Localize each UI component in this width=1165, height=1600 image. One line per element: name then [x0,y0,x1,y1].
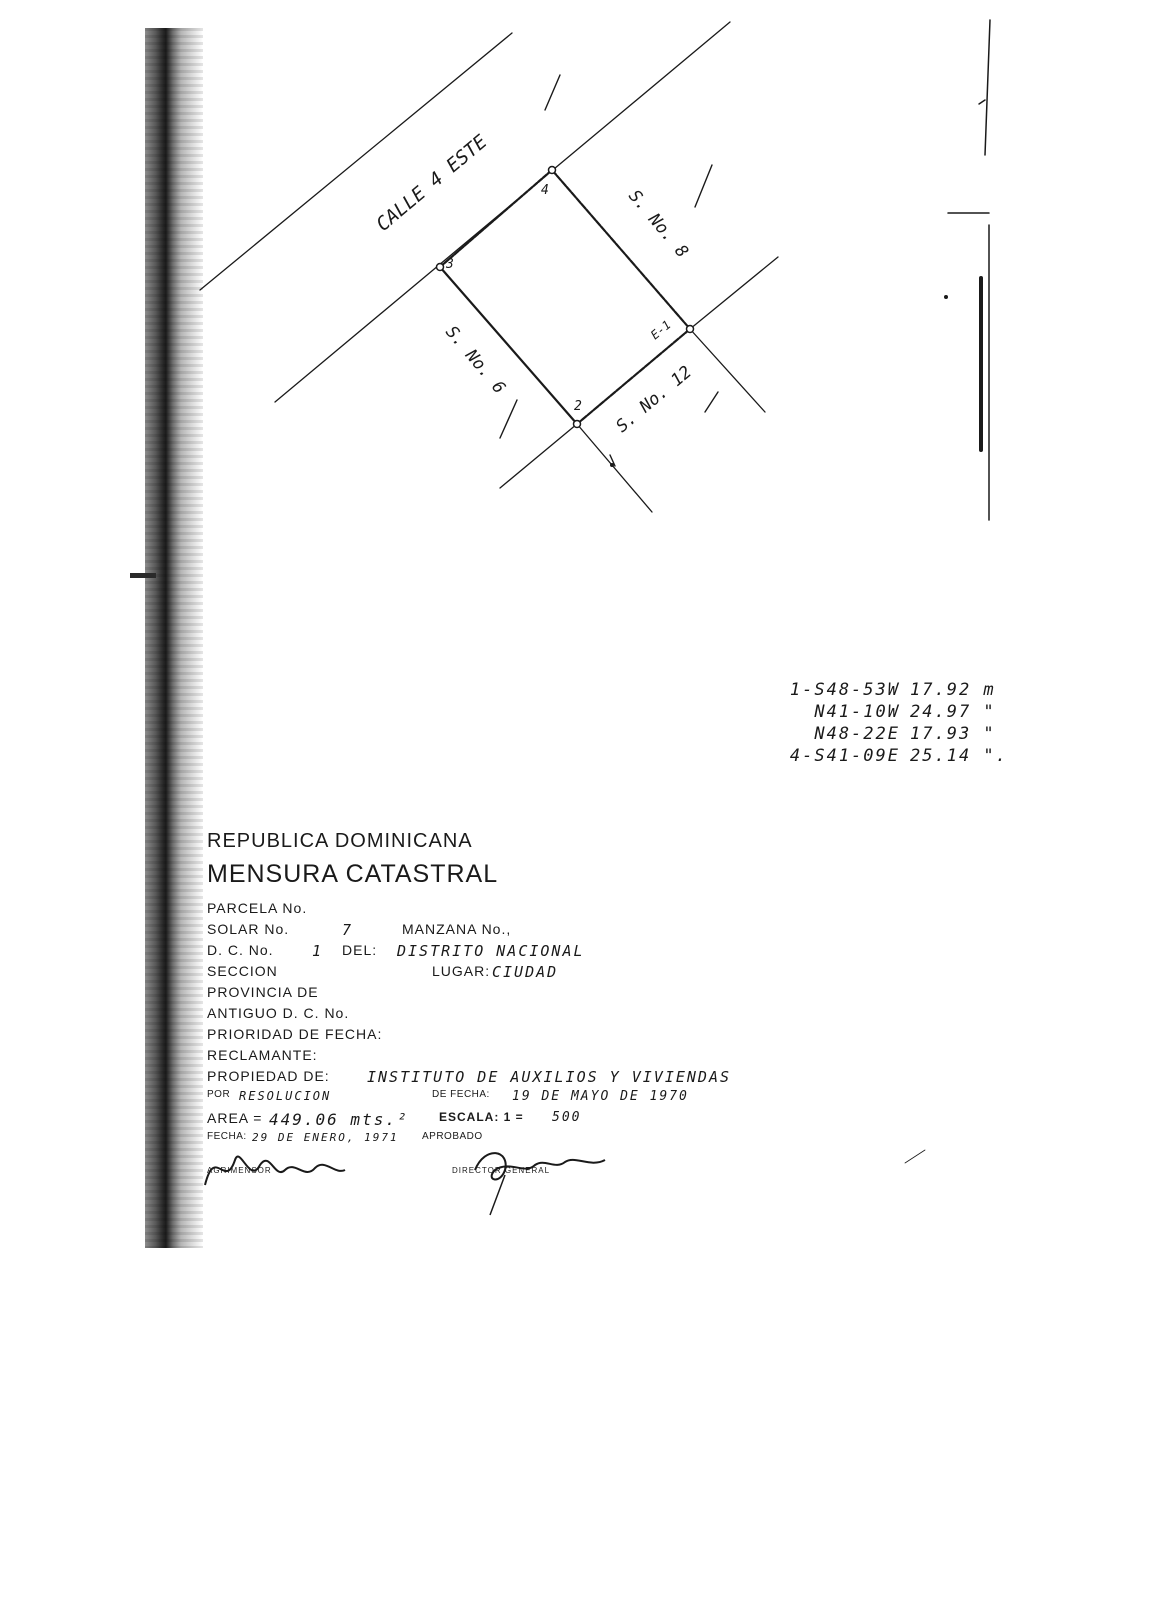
corner-marker [437,264,444,271]
seccion-row [207,963,827,984]
course-row [735,724,1035,746]
reclamante-row [207,1047,827,1068]
stray-dot [610,463,614,467]
prioridad-label: PRIORIDAD DE FECHA: [207,1026,383,1042]
lot-boundary-north [440,170,552,267]
neighbor-line-s12-north [690,257,778,329]
antiguo-label: ANTIGUO D. C. No. [207,1005,350,1021]
antiguo-row [207,1005,827,1026]
neighbor-label-s6: S. No. 6 [441,322,510,398]
agrimensor-label: AGRIMENSOR [207,1166,272,1175]
resolucion-row [207,1089,827,1110]
course-bearing: 4-S41-09E [789,746,900,766]
course-row [735,702,1035,724]
corner-marker [687,326,694,333]
course-bearing: N41-10W [814,702,900,722]
area-label: AREA = [207,1110,263,1126]
reclamante-label: RECLAMANTE: [207,1047,318,1063]
del-label: DEL: [342,942,378,958]
escala-value: 500 [552,1110,582,1125]
country-heading: REPUBLICA DOMINICANA [207,830,473,852]
tick-mark [500,400,517,438]
corner-label-2: 2 [574,399,582,414]
manzana-label: MANZANA No., [402,921,512,937]
course-distance: 17.92 m [910,680,996,700]
course-row [735,680,1035,702]
title-block [207,830,827,1182]
tick-mark [705,392,718,412]
corner-marker [574,421,581,428]
del-value: DISTRITO NACIONAL [397,942,585,960]
solar-row [207,921,827,942]
de-fecha-label: DE FECHA: [432,1089,490,1100]
propiedad-row [207,1068,827,1089]
escala-label: ESCALA: 1 = [439,1110,524,1124]
corner-label-4: 4 [541,183,549,198]
neighbor-label-s12: S. No. 12 [612,362,696,437]
por-label: POR [207,1089,231,1100]
de-fecha-value: 19 DE MAYO DE 1970 [512,1089,689,1104]
neighbor-line-south-extension [577,424,652,512]
lugar-value: CIUDAD [492,963,559,981]
solar-value: 7 [342,921,354,939]
solar-label: SOLAR No. [207,921,290,937]
lugar-label: LUGAR: [432,963,491,979]
propiedad-value: INSTITUTO DE AUXILIOS Y VIVIENDAS [367,1068,732,1086]
course-distance: 17.93 " [910,724,996,744]
seccion-label: SECCION [207,963,278,979]
dc-row [207,942,827,963]
stray-mark [905,1150,925,1163]
por-value: RESOLUCION [239,1089,332,1103]
course-distance: 24.97 " [910,702,996,722]
propiedad-label: PROPIEDAD DE: [207,1068,330,1084]
course-bearing: N48-22E [814,724,900,744]
area-value: 449.06 mts.² [269,1110,409,1129]
street-label: CALLE 4 ESTE [372,130,492,236]
boundary-courses-table [735,680,1035,768]
fecha-value: 29 DE ENERO, 1971 [252,1131,399,1144]
director-signature [465,1140,615,1220]
area-row [207,1110,827,1131]
parcela-row [207,900,827,921]
stray-dot [944,295,948,299]
corner-label-3: 3 [446,257,454,272]
corner-label-e1: E-1 [647,317,674,343]
crop-mark [985,20,990,155]
agency-heading: MENSURA CATASTRAL [207,860,499,888]
dc-label: D. C. No. [207,942,274,958]
neighbor-line-southwest [500,424,577,488]
provincia-row [207,984,827,1005]
parcela-label: PARCELA No. [207,900,308,916]
neighbor-line-s12-east [690,329,765,412]
corner-marker [549,167,556,174]
provincia-label: PROVINCIA DE [207,984,319,1000]
aprobado-label: APROBADO [422,1131,483,1142]
dc-value: 1 [312,942,324,960]
tick-mark [695,165,712,207]
course-distance: 25.14 ". [910,746,1008,766]
course-bearing: 1-S48-53W [789,680,900,700]
course-row [735,746,1035,768]
neighbor-label-s8: S. No. 8 [624,186,693,262]
prioridad-row [207,1026,827,1047]
tick-mark [545,75,560,110]
fecha-label: FECHA: [207,1131,247,1142]
agrimensor-signature [200,1140,350,1200]
crop-mark [979,100,985,104]
director-label: DIRECTOR GENERAL [452,1166,551,1175]
